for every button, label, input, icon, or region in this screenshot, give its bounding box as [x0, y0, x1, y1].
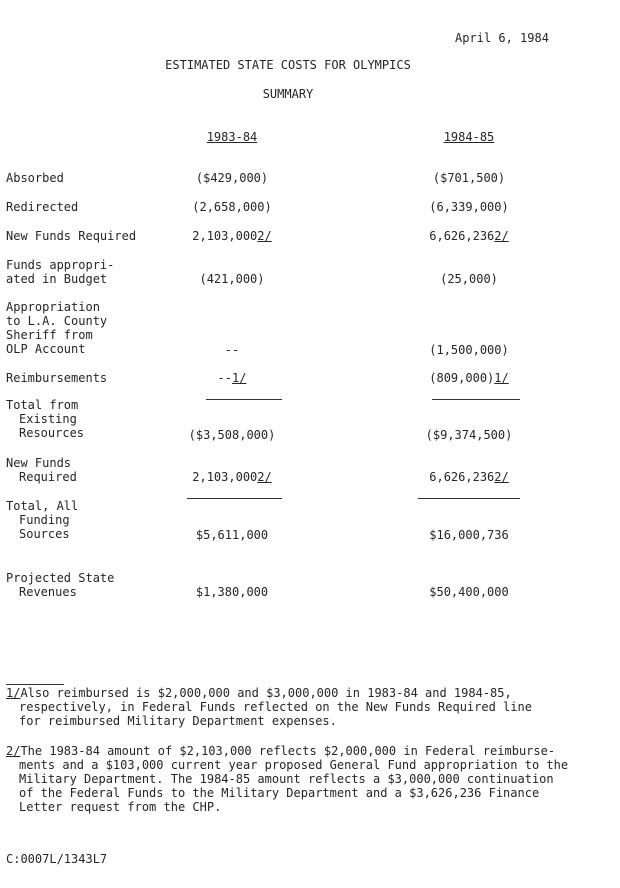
value-new-funds-2-1984-85: 6,626,2362/ — [429, 470, 509, 484]
total-rule-1984-85 — [418, 498, 520, 499]
subtotal-rule-1983-84 — [206, 399, 282, 400]
value-redirected-1983-84: (2,658,000) — [192, 200, 272, 214]
column-header-1983-84: 1983-84 — [206, 130, 258, 144]
row-label-redirected: Redirected — [6, 200, 79, 214]
row-label-projected-revenues: Projected State Revenues — [6, 571, 115, 599]
row-label-absorbed: Absorbed — [6, 171, 64, 185]
value-new-funds-1983-84: 2,103,0002/ — [192, 229, 272, 243]
footnote-ref-1: 1/ — [494, 371, 509, 385]
row-label-funds-appropriated: Funds appropri- ated in Budget — [6, 258, 115, 286]
value-new-funds-2-1983-84: 2,103,0002/ — [192, 470, 272, 484]
row-label-total-all-sources: Total, All Funding Sources — [6, 499, 79, 541]
subtotal-rule-1984-85 — [432, 399, 520, 400]
value-appropriated-1983-84: (421,000) — [199, 272, 265, 286]
value-reimbursements-1984-85: (809,000)1/ — [429, 371, 509, 385]
footnote-separator — [6, 684, 64, 685]
value-sheriff-1983-84: -- — [224, 343, 240, 357]
row-label-new-funds-required-2: New Funds Required — [6, 456, 77, 484]
row-label-sheriff-appropriation: Appropriation to L.A. County Sheriff from OLP Account — [6, 300, 108, 356]
footnote-1: 1/Also reimbursed is $2,000,000 and $3,000,000 in 1983-84 and 1984-85, respectively, in Federal Funds reflected on the New Funds Required line for reimbursed Military Department expenses. — [6, 686, 532, 728]
footnote-ref-1: 1/ — [232, 371, 247, 385]
value-total-all-1984-85: $16,000,736 — [429, 528, 509, 542]
column-header-1984-85: 1984-85 — [443, 130, 495, 144]
footnote-ref-2: 2/ — [257, 229, 272, 243]
value-absorbed-1983-84: ($429,000) — [195, 171, 269, 185]
document-title: ESTIMATED STATE COSTS FOR OLYMPICS — [165, 58, 411, 72]
value-absorbed-1984-85: ($701,500) — [432, 171, 506, 185]
footnote-ref-2: 2/ — [494, 470, 509, 484]
value-total-existing-1984-85: ($9,374,500) — [425, 428, 513, 442]
value-reimbursements-1983-84: --1/ — [217, 371, 247, 385]
footnote-ref-2: 2/ — [494, 229, 509, 243]
row-label-new-funds-required: New Funds Required — [6, 229, 137, 243]
value-revenues-1983-84: $1,380,000 — [195, 585, 269, 599]
value-new-funds-1984-85: 6,626,2362/ — [429, 229, 509, 243]
value-appropriated-1984-85: (25,000) — [440, 272, 498, 286]
footnote-marker-1: 1/ — [6, 686, 21, 700]
value-sheriff-1984-85: (1,500,000) — [429, 343, 509, 357]
footnote-marker-2: 2/ — [6, 744, 21, 758]
value-total-existing-1983-84: ($3,508,000) — [188, 428, 276, 442]
document-code: C:0007L/1343L7 — [6, 852, 108, 866]
value-redirected-1984-85: (6,339,000) — [429, 200, 509, 214]
total-rule-1983-84 — [187, 498, 282, 499]
footnote-2: 2/The 1983-84 amount of $2,103,000 reflects $2,000,000 in Federal reimburse- ments and a $103,000 current year proposed General Fund appropriation to the Military Department. The 1984-85 amount reflects a $3,000,000 continuation of the Federal Funds to the Military Department and a $3,626,236 Finance Letter request from the CHP. — [6, 744, 569, 814]
document-subtitle: SUMMARY — [262, 87, 314, 101]
document-date: April 6, 1984 — [455, 31, 549, 45]
row-label-reimbursements: Reimbursements — [6, 371, 108, 385]
footnote-ref-2: 2/ — [257, 470, 272, 484]
value-total-all-1983-84: $5,611,000 — [195, 528, 269, 542]
value-revenues-1984-85: $50,400,000 — [429, 585, 509, 599]
row-label-total-existing: Total from Existing Resources — [6, 398, 85, 440]
